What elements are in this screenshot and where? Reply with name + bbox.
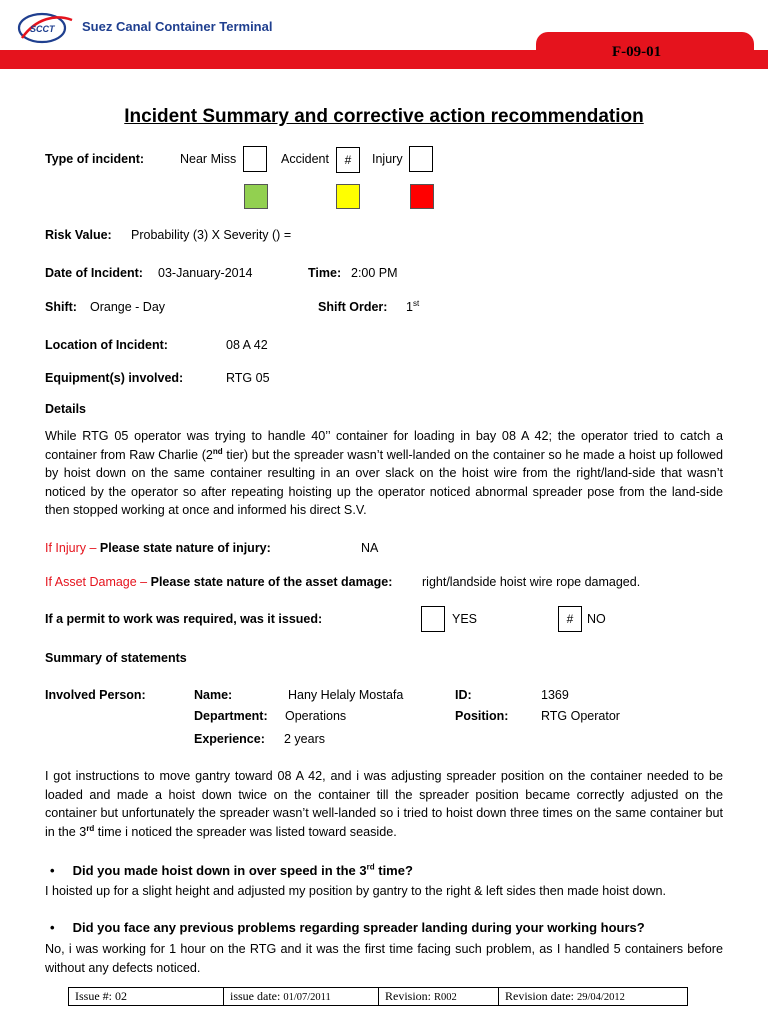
question-1: • Did you made hoist down in over speed in the 3rd time? — [50, 862, 413, 878]
shift-order-label: Shift Order: — [318, 300, 388, 314]
risk-high-swatch — [410, 184, 434, 209]
id-label: ID: — [455, 688, 472, 702]
asset-damage-answer: right/landside hoist wire rope damaged. — [422, 575, 641, 589]
footer-issue-date: issue date: 01/07/2011 — [224, 988, 379, 1005]
footer-revision: Revision: R002 — [379, 988, 499, 1005]
svg-text:SCCT: SCCT — [30, 24, 55, 34]
risk-value: Probability (3) X Severity () = — [131, 228, 292, 242]
shift-value: Orange - Day — [90, 300, 166, 314]
time-label: Time: — [308, 266, 342, 280]
position-value: RTG Operator — [541, 709, 620, 723]
experience-label: Experience: — [194, 732, 265, 746]
injury-label: Injury — [372, 152, 403, 166]
involved-person-label: Involved Person: — [45, 688, 146, 702]
permit-no-label: NO — [587, 612, 606, 626]
risk-label: Risk Value: — [45, 228, 112, 242]
incident-type-label: Type of incident: — [45, 152, 145, 166]
permit-question: If a permit to work was required, was it issued: — [45, 612, 323, 626]
name-label: Name: — [194, 688, 233, 702]
statement-text: I got instructions to move gantry toward 08 A 42, and i was adjusting spreader position on the container needed to be loaded and made a hoist down twice on the container till the spreader position became correctly adjusted on the container but unfortunately the spreader wasn’t well-landed so i tried to hoist down three times on the same container but in the 3rd time i noticed the spreader was listed toward seaside. — [45, 769, 723, 839]
permit-yes-label: YES — [452, 612, 478, 626]
answer-1: I hoisted up for a slight height and adjusted my position by gantry to the right & left sides then made hoist down. — [45, 884, 666, 898]
form-code: F-09-01 — [612, 44, 662, 60]
accident-checkbox[interactable]: # — [336, 147, 360, 173]
near-miss-label: Near Miss — [180, 152, 237, 166]
department-value: Operations — [285, 709, 347, 723]
risk-low-swatch — [244, 184, 268, 209]
asset-damage-question: If Asset Damage – Please state nature of the asset damage: — [45, 575, 393, 589]
experience-value: 2 years — [284, 732, 325, 746]
answer-2: No, i was working for 1 hour on the RTG and it was the first time facing such problem, as I handled 5 containers before without any defects noticed. — [45, 942, 723, 975]
name-value: Hany Helaly Mostafa — [288, 688, 404, 702]
footer-table — [68, 987, 688, 1006]
summary-label: Summary of statements — [45, 651, 187, 665]
equipment-label: Equipment(s) involved: — [45, 371, 184, 385]
permit-no-checkbox[interactable]: # — [558, 606, 582, 632]
company-logo — [16, 10, 78, 46]
shift-order-value: 1st — [406, 298, 420, 314]
injury-answer: NA — [361, 541, 379, 555]
details-text: While RTG 05 operator was trying to handle 40’’ container for loading in bay 08 A 42; the operator tried to catch a container from Raw Charlie (2nd tier) but the spreader wasn’t well-landed on the container so he made a hoist up followed by hoist down on the same container resulting in an over slack on the hoist wire from the right/land-side that wasn’t noticed by the operator so after repeating hoisting up the operator noticed abnormal spreader pose from the land-side then stopped working at once and informed his direct S.V. — [45, 429, 724, 517]
id-value: 1369 — [541, 688, 569, 702]
department-label: Department: — [194, 709, 268, 723]
position-label: Position: — [455, 709, 509, 723]
injury-checkbox[interactable] — [409, 146, 433, 172]
injury-question: If Injury – Please state nature of injury: — [45, 541, 271, 555]
details-label: Details — [45, 402, 86, 416]
footer-issue: Issue #: 02 — [69, 988, 224, 1005]
risk-medium-swatch — [336, 184, 360, 209]
question-2: • Did you face any previous problems regarding spreader landing during your working hours? — [50, 920, 645, 935]
location-value: 08 A 42 — [226, 338, 268, 352]
near-miss-checkbox[interactable] — [243, 146, 267, 172]
company-name: Suez Canal Container Terminal — [82, 19, 273, 34]
accident-label: Accident — [281, 152, 329, 166]
date-label: Date of Incident: — [45, 266, 143, 280]
location-label: Location of Incident: — [45, 338, 168, 352]
permit-yes-checkbox[interactable] — [421, 606, 445, 632]
shift-label: Shift: — [45, 300, 77, 314]
page-title: Incident Summary and corrective action recommendation — [124, 106, 644, 127]
footer-revision-date: Revision date: 29/04/2012 — [505, 989, 625, 1003]
date-value: 03-January-2014 — [158, 266, 253, 280]
equipment-value: RTG 05 — [226, 371, 270, 385]
time-value: 2:00 PM — [351, 266, 398, 280]
